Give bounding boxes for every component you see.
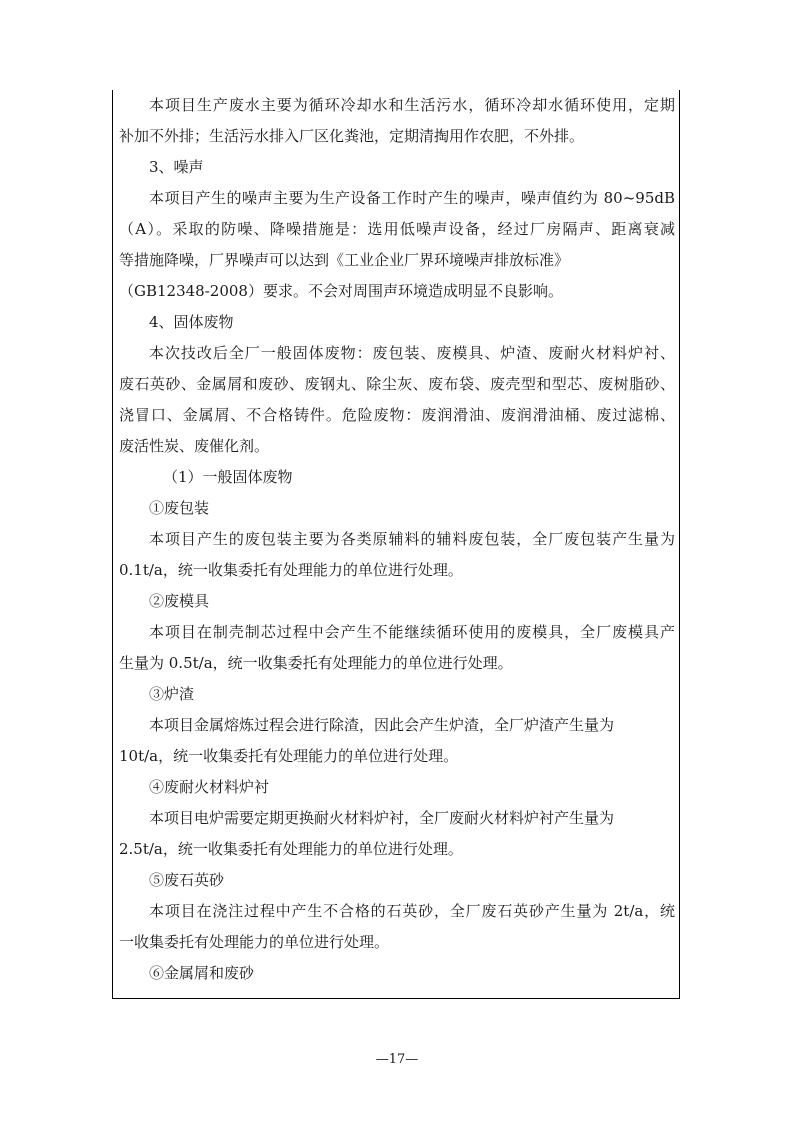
content-frame [112,90,680,999]
paragraph-line: 本项目产生的噪声主要为生产设备工作时产生的噪声，噪声值约为 80~95dB [149,189,675,207]
paragraph-line: 2.5t/a，统一收集委托有处理能力的单位进行处理。 [119,840,463,858]
section-heading-noise: 3、噪声 [149,158,204,176]
paragraph-line: （GB12348-2008）要求。不会对周围声环境造成明显不良影响。 [119,282,563,300]
paragraph-line: 本项目产生的废包装主要为各类原辅料的辅料废包装，全厂废包装产生量为 [149,530,675,548]
paragraph-line: 本项目生产废水主要为循环冷却水和生活污水，循环冷却水循环使用，定期 [149,96,675,114]
item-heading-waste-molds: ②废模具 [149,592,210,610]
paragraph-line: 本次技改后全厂一般固体废物：废包装、废模具、炉渣、废耐火材料炉衬、 [149,344,675,362]
paragraph-line: 本项目在制壳制芯过程中会产生不能继续循环使用的废模具，全厂废模具产 [149,623,675,641]
page-number: —17— [375,1052,419,1067]
paragraph-line: 补加不外排；生活污水排入厂区化粪池，定期清掏用作农肥，不外排。 [119,127,585,145]
paragraph-line: 10t/a，统一收集委托有处理能力的单位进行处理。 [119,747,459,765]
paragraph-line: 废活性炭、废催化剂。 [119,437,270,455]
item-heading-quartz-sand: ⑤废石英砂 [149,871,225,889]
item-heading-metal-chips-sand: ⑥金属屑和废砂 [149,964,255,982]
paragraph-line: 等措施降噪，厂界噪声可以达到《工业企业厂界环境噪声排放标准》 [119,251,570,269]
paragraph-line: 废石英砂、金属屑和废砂、废钢丸、除尘灰、废布袋、废壳型和型芯、废树脂砂、 [119,375,675,393]
subsection-heading-general-waste: （1）一般固体废物 [163,468,293,486]
paragraph-line: 本项目在浇注过程中产生不合格的石英砂，全厂废石英砂产生量为 2t/a，统 [149,902,675,920]
document-body [119,90,675,989]
item-heading-waste-packaging: ①废包装 [149,499,210,517]
paragraph-line: 一收集委托有处理能力的单位进行处理。 [119,933,390,951]
paragraph-line: 本项目电炉需要定期更换耐火材料炉衬，全厂废耐火材料炉衬产生量为 [149,809,615,827]
item-heading-furnace-slag: ③炉渣 [149,685,195,703]
paragraph-line: 本项目金属熔炼过程会进行除渣，因此会产生炉渣，全厂炉渣产生量为 [149,716,615,734]
paragraph-line: 生量为 0.5t/a，统一收集委托有处理能力的单位进行处理。 [119,654,513,672]
paragraph-line: 浇冒口、金属屑、不合格铸件。危险废物：废润滑油、废润滑油桶、废过滤棉、 [119,406,675,424]
paragraph-line: （A）。采取的防噪、降噪措施是：选用低噪声设备，经过厂房隔声、距离衰减 [119,220,675,238]
paragraph-line: 0.1t/a，统一收集委托有处理能力的单位进行处理。 [119,561,463,579]
item-heading-refractory-lining: ④废耐火材料炉衬 [149,778,270,796]
section-heading-solid-waste: 4、固体废物 [149,313,234,331]
